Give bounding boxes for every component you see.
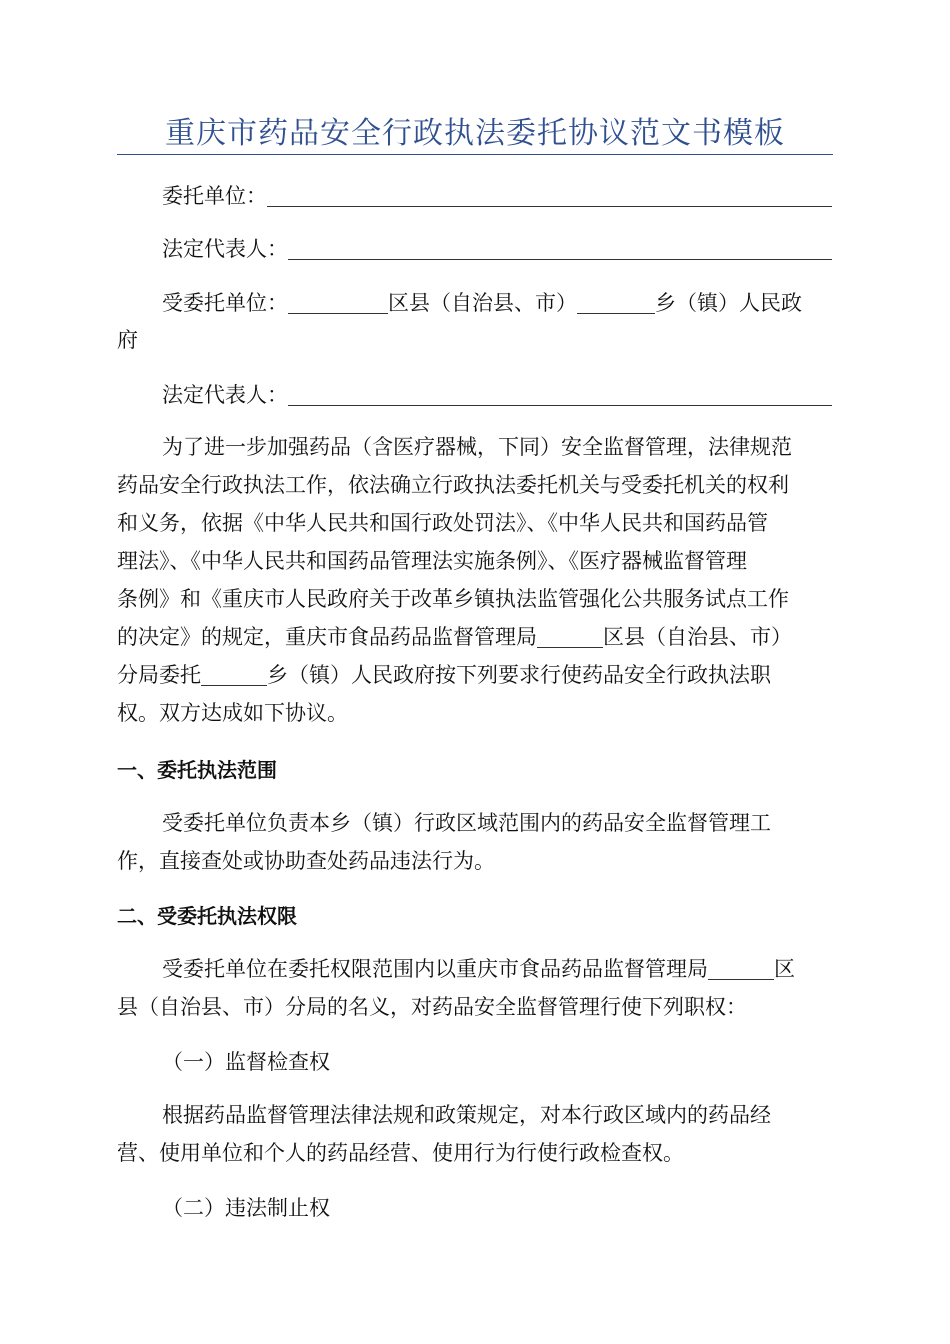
entrusted-unit-label: 受委托单位： xyxy=(162,291,288,315)
entrusted-unit-township-text: 乡（镇）人民政 xyxy=(655,291,802,315)
legal-rep-1-blank xyxy=(288,239,832,260)
section-2-heading: 二、受委托执法权限 xyxy=(117,904,297,928)
intro-line-7-text-a: 分局委托 xyxy=(117,663,201,687)
district-blank xyxy=(288,293,388,314)
legal-rep-2-blank xyxy=(288,385,832,406)
subsection-1-line-2: 营、使用单位和个人的药品经营、使用行为行使行政检查权。 xyxy=(117,1141,684,1165)
legal-rep-1-field xyxy=(162,231,832,268)
entrusting-unit-label: 委托单位： xyxy=(162,184,267,208)
section-1-line-1: 受委托单位负责本乡（镇）行政区域范围内的药品安全监督管理工 xyxy=(162,811,771,835)
intro-line-6-text-b: 区县（自治县、市） xyxy=(603,625,792,649)
intro-township-blank xyxy=(201,665,267,686)
intro-line-6-text-a: 的决定》的规定，重庆市食品药品监督管理局 xyxy=(117,625,537,649)
entrusting-unit-blank xyxy=(267,186,832,207)
entrusted-unit-line xyxy=(117,285,878,322)
section-2-line-1-text-b: 区 xyxy=(774,957,795,981)
intro-line-7-text-b: 乡（镇）人民政府按下列要求行使药品安全行政执法职 xyxy=(267,663,771,687)
legal-rep-2-label: 法定代表人： xyxy=(162,383,288,407)
intro-district-blank xyxy=(537,627,603,648)
document-title: 重庆市药品安全行政执法委托协议范文书模板 xyxy=(165,116,785,151)
intro-line-5: 条例》和《重庆市人民政府关于改革乡镇执法监管强化公共服务试点工作 xyxy=(117,587,789,611)
section-2-line-1-text-a: 受委托单位在委托权限范围内以重庆市食品药品监督管理局 xyxy=(162,957,708,981)
intro-line-4: 理法》、《中华人民共和国药品管理法实施条例》、《医疗器械监督管理 xyxy=(117,549,747,573)
intro-line-2: 药品安全行政执法工作，依法确立行政执法委托机关与受委托机关的权利 xyxy=(117,473,789,497)
section-2-district-blank xyxy=(708,959,774,980)
intro-line-1: 为了进一步加强药品（含医疗器械，下同）安全监督管理，法律规范 xyxy=(162,435,792,459)
section-1-heading: 一、委托执法范围 xyxy=(117,758,277,782)
entrusting-unit-field xyxy=(162,178,832,215)
subsection-1-heading: （一）监督检查权 xyxy=(162,1050,330,1074)
subsection-2-heading: （二）违法制止权 xyxy=(162,1196,330,1220)
legal-rep-2-field xyxy=(162,377,832,414)
entrusted-unit-wrap: 府 xyxy=(117,328,138,352)
legal-rep-1-label: 法定代表人： xyxy=(162,237,288,261)
intro-line-8: 权。双方达成如下协议。 xyxy=(117,701,348,725)
section-1-line-2: 作，直接查处或协助查处药品违法行为。 xyxy=(117,849,495,873)
township-blank xyxy=(577,293,655,314)
intro-line-7 xyxy=(117,657,833,694)
intro-line-6 xyxy=(117,619,833,656)
section-2-line-1 xyxy=(117,951,878,988)
title-underline xyxy=(117,154,833,155)
section-2-line-2: 县（自治县、市）分局的名义，对药品安全监督管理行使下列职权： xyxy=(117,995,747,1019)
subsection-1-line-1: 根据药品监督管理法律法规和政策规定，对本行政区域内的药品经 xyxy=(162,1103,771,1127)
intro-line-3: 和义务，依据《中华人民共和国行政处罚法》、《中华人民共和国药品管 xyxy=(117,511,768,535)
entrusted-unit-district-text: 区县（自治县、市） xyxy=(388,291,577,315)
